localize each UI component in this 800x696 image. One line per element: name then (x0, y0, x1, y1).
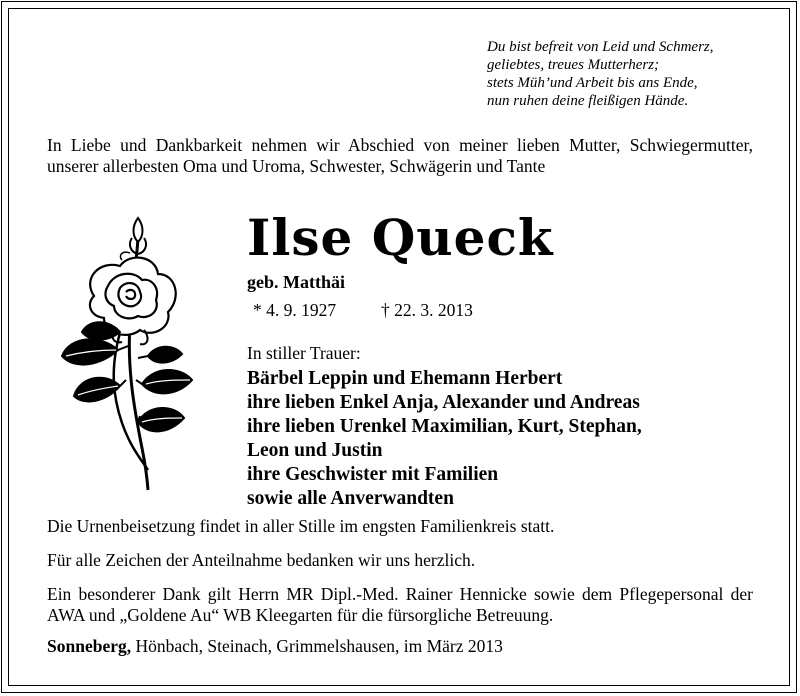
special-thanks-note: Ein besonderer Dank gilt Herrn MR Dipl.-Med. Rainer Hennicke sowie dem Pflegepersonal der AWA und „Goldene Au“ WB Kleegarten für die fürsorgliche Betreuung. (47, 584, 753, 625)
birth-date: * 4. 9. 1927 (253, 300, 337, 320)
verse-line: Du bist befreit von Leid und Schmerz, (487, 39, 714, 55)
rose-icon (52, 208, 202, 498)
death-date: † 22. 3. 2013 (381, 300, 473, 320)
mourner-line: Bärbel Leppin und Ehemann Herbert (247, 368, 563, 389)
birth-name: geb. Matthäi (247, 272, 345, 292)
verse (487, 38, 777, 110)
verse-line: geliebtes, treues Mutterherz; (487, 57, 660, 73)
thanks-note: Für alle Zeichen der Anteilnahme bedanken wir uns herzlich. (47, 550, 476, 570)
mourning-heading: In stiller Trauer: (247, 343, 361, 363)
mourner-line: ihre lieben Urenkel Maximilian, Kurt, Stephan, (247, 416, 642, 437)
mourner-line: Leon und Justin (247, 440, 383, 461)
signature-town: Sonneberg, (47, 636, 132, 656)
burial-note: Die Urnenbeisetzung findet in aller Stille im engsten Familienkreis statt. (47, 516, 555, 536)
mourner-line: sowie alle Anverwandten (247, 488, 454, 509)
verse-line: nun ruhen deine fleißigen Hände. (487, 93, 689, 109)
mourner-line: ihre lieben Enkel Anja, Alexander und Andreas (247, 392, 640, 413)
signature-places: Hönbach, Steinach, Grimmelshausen, im März 2013 (131, 636, 503, 656)
intro-text: In Liebe und Dankbarkeit nehmen wir Abschied von meiner lieben Mutter, Schwiegermutter, unserer allerbesten Oma und Uroma, Schwester, Schwägerin und Tante (47, 135, 753, 176)
verse-line: stets Müh’und Arbeit bis ans Ende, (487, 75, 698, 91)
deceased-name: Ilse Queck (247, 208, 554, 267)
signature-line (47, 636, 753, 657)
mourners-list (247, 367, 642, 511)
mourner-line: ihre Geschwister mit Familien (247, 464, 499, 485)
